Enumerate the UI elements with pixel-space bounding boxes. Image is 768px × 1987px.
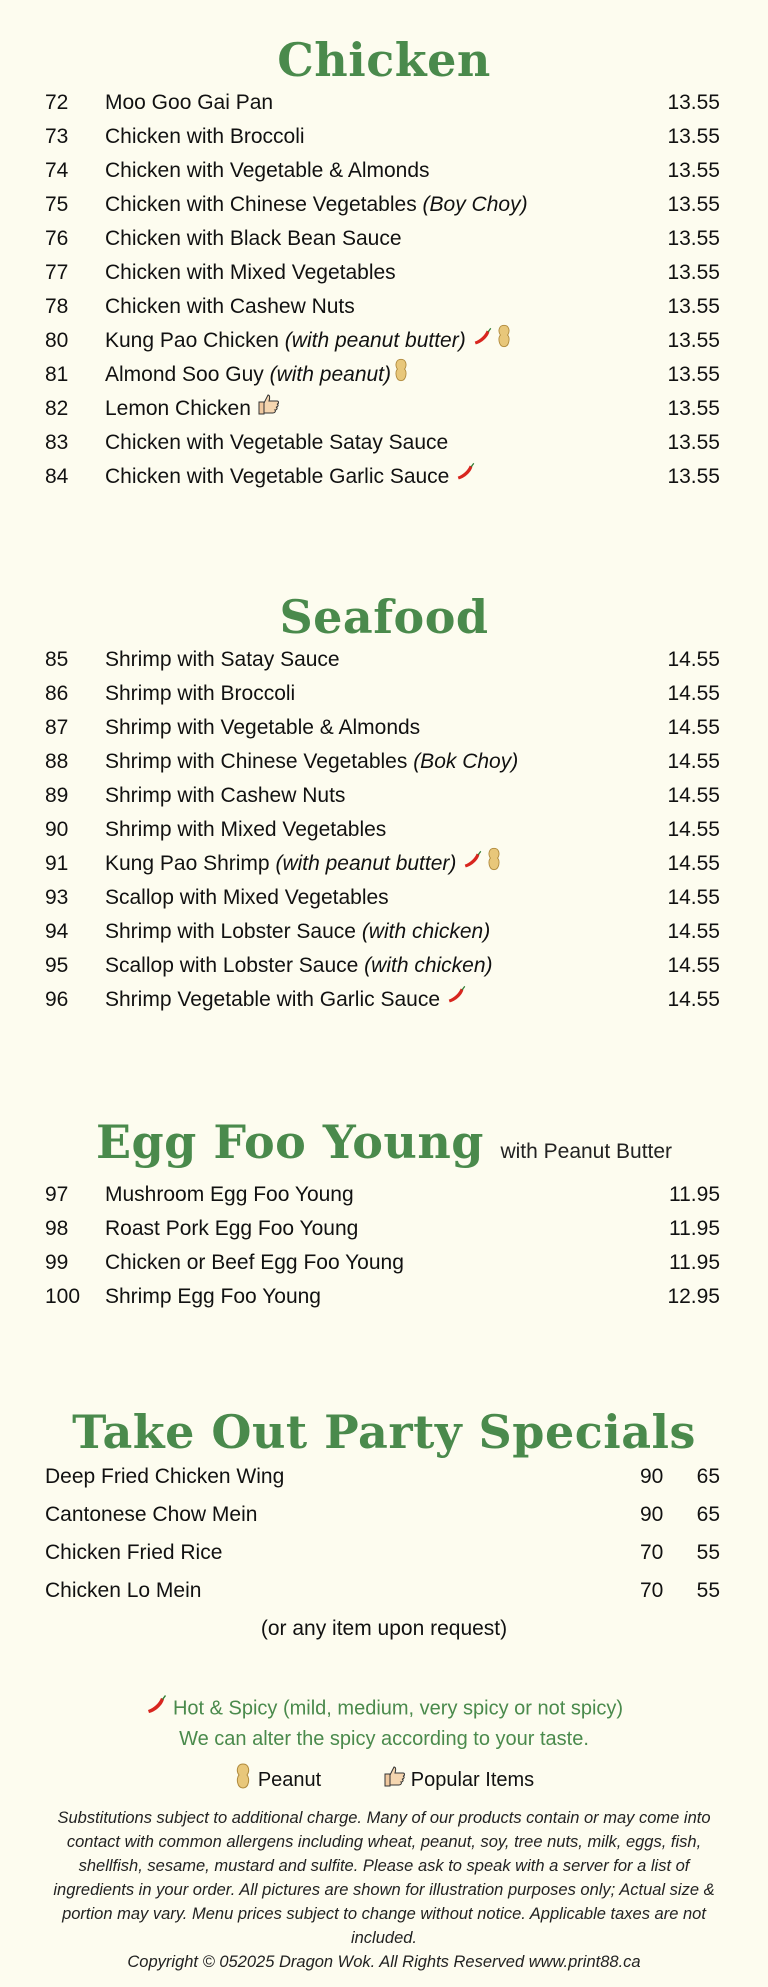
chili-icon <box>455 460 477 494</box>
peanut-icon <box>234 1763 252 1798</box>
item-name-wrap <box>105 983 468 1017</box>
item-name-wrap <box>105 1246 404 1280</box>
peanut-icon <box>393 358 409 393</box>
menu-item <box>0 677 768 711</box>
item-name: Shrimp with Mixed Vegetables <box>105 818 387 841</box>
item-price: 14.55 <box>667 716 720 739</box>
section-title: Chicken <box>277 33 491 87</box>
thumbs-up-icon <box>257 392 281 427</box>
party-item <box>0 1534 768 1572</box>
menu-item <box>0 1246 768 1280</box>
party-item <box>0 1572 768 1610</box>
item-price: 14.55 <box>667 682 720 705</box>
menu-item <box>0 256 768 290</box>
menu-item <box>0 643 768 677</box>
item-name: Shrimp Egg Foo Young <box>105 1285 321 1308</box>
item-name-wrap <box>105 324 512 359</box>
item-name-wrap <box>105 86 273 120</box>
chili-icon <box>472 325 494 359</box>
item-name-wrap <box>105 188 528 222</box>
item-name: Chicken with Chinese Vegetables <box>105 193 417 216</box>
item-number: 88 <box>45 750 69 773</box>
item-name: Shrimp Vegetable with Garlic Sauce <box>105 988 441 1011</box>
section-title: Take Out Party Specials <box>72 1405 696 1459</box>
item-number: 80 <box>45 329 69 352</box>
item-price: 14.55 <box>667 648 720 671</box>
party-item <box>0 1458 768 1496</box>
menu-item <box>0 779 768 813</box>
copyright: Copyright © 052025 Dragon Wok. All Rights Reserved www.print88.ca <box>127 1953 641 1971</box>
alter-line: We can alter the spicy according to your taste. <box>179 1728 589 1750</box>
peanut-key <box>234 1769 327 1791</box>
menu-item <box>0 290 768 324</box>
item-number: 78 <box>45 295 69 318</box>
party-price-small: 65 <box>696 1465 720 1488</box>
legend <box>0 1693 768 1974</box>
item-name-wrap <box>105 813 386 847</box>
item-note: (with peanut) <box>269 363 392 387</box>
item-number: 89 <box>45 784 69 807</box>
item-price: 12.95 <box>667 1285 720 1308</box>
menu-item <box>0 460 768 494</box>
menu-item <box>0 154 768 188</box>
item-name-wrap <box>105 847 502 882</box>
item-name: Roast Pork Egg Foo Young <box>105 1217 359 1240</box>
party-item-name: Deep Fried Chicken Wing <box>45 1465 285 1488</box>
item-name-wrap <box>105 120 305 154</box>
item-number: 81 <box>45 363 69 386</box>
item-number: 87 <box>45 716 69 739</box>
item-name-wrap <box>105 915 490 949</box>
item-name-wrap <box>105 745 518 779</box>
item-name-wrap <box>105 1178 354 1212</box>
item-name: Chicken with Black Bean Sauce <box>105 227 402 250</box>
chili-icon <box>462 848 484 882</box>
item-name-wrap <box>105 392 281 427</box>
item-number: 96 <box>45 988 69 1011</box>
item-price: 13.55 <box>667 125 720 148</box>
peanut-icon <box>496 324 512 359</box>
item-price: 11.95 <box>669 1183 720 1206</box>
menu-item <box>0 426 768 460</box>
item-name-wrap <box>105 460 477 494</box>
item-price: 13.55 <box>667 295 720 318</box>
party-price-large: 70 <box>640 1541 664 1564</box>
party-item <box>0 1496 768 1534</box>
item-name: Shrimp with Cashew Nuts <box>105 784 346 807</box>
item-name: Kung Pao Chicken <box>105 329 279 353</box>
item-name: Almond Soo Guy <box>105 363 264 387</box>
item-number: 98 <box>45 1217 69 1240</box>
item-price: 14.55 <box>667 818 720 841</box>
item-name: Moo Goo Gai Pan <box>105 91 274 114</box>
item-number: 90 <box>45 818 69 841</box>
item-name-wrap <box>105 779 345 813</box>
menu-item <box>0 1280 768 1314</box>
party-specials-section <box>0 1404 768 1646</box>
chicken-section <box>0 32 768 494</box>
item-price: 13.55 <box>667 397 720 420</box>
item-name: Chicken with Broccoli <box>105 125 305 148</box>
item-name-wrap <box>105 1280 321 1314</box>
peanut-label: Peanut <box>257 1768 322 1791</box>
item-name-wrap <box>105 222 402 256</box>
popular-label: Popular Items <box>410 1768 535 1791</box>
chili-icon <box>145 1693 169 1725</box>
menu-item <box>0 881 768 915</box>
spicy-legend <box>0 1693 768 1725</box>
item-number: 82 <box>45 397 69 420</box>
item-note: (with chicken) <box>361 920 491 943</box>
item-price: 13.55 <box>667 431 720 454</box>
item-name: Mushroom Egg Foo Young <box>105 1183 354 1206</box>
spicy-line: Hot & Spicy (mild, medium, very spicy or not spicy) <box>172 1697 624 1720</box>
item-price: 13.55 <box>667 91 720 114</box>
item-number: 76 <box>45 227 69 250</box>
menu-item <box>0 1212 768 1246</box>
item-note: (with peanut butter) <box>275 852 457 876</box>
item-name: Chicken with Vegetable Garlic Sauce <box>105 465 450 488</box>
section-subtitle: with Peanut Butter <box>500 1140 673 1163</box>
section-title <box>0 1114 768 1180</box>
party-item-name: Chicken Lo Mein <box>45 1579 202 1602</box>
item-number: 85 <box>45 648 69 671</box>
menu-item <box>0 358 768 392</box>
chili-icon <box>446 983 468 1017</box>
item-name-wrap <box>105 426 448 460</box>
item-number: 83 <box>45 431 69 454</box>
menu-item <box>0 1178 768 1212</box>
menu-item <box>0 915 768 949</box>
section-title: Seafood <box>279 590 489 644</box>
party-price-large: 90 <box>640 1465 664 1488</box>
item-number: 97 <box>45 1183 69 1206</box>
item-number: 73 <box>45 125 69 148</box>
item-number: 91 <box>45 852 69 875</box>
item-name: Shrimp with Chinese Vegetables <box>105 750 408 773</box>
item-price: 13.55 <box>667 261 720 284</box>
menu-item <box>0 222 768 256</box>
item-price: 14.55 <box>667 886 720 909</box>
menu-item <box>0 847 768 881</box>
item-name: Chicken or Beef Egg Foo Young <box>105 1251 404 1274</box>
thumbs-up-icon <box>383 1764 407 1797</box>
item-price: 13.55 <box>667 465 720 488</box>
party-item-name: Cantonese Chow Mein <box>45 1503 258 1526</box>
menu-item <box>0 711 768 745</box>
peanut-icon <box>486 847 502 882</box>
request-note: (or any item upon request) <box>260 1617 508 1640</box>
item-note: (Boy Choy) <box>422 193 528 216</box>
item-number: 93 <box>45 886 69 909</box>
party-price-small: 55 <box>696 1541 720 1564</box>
party-price-small: 65 <box>696 1503 720 1526</box>
party-item-name: Chicken Fried Rice <box>45 1541 223 1564</box>
menu-item <box>0 392 768 426</box>
section-title-text: Egg Foo Young <box>95 1115 484 1169</box>
item-name-wrap <box>105 711 420 745</box>
item-price: 14.55 <box>667 920 720 943</box>
item-number: 86 <box>45 682 69 705</box>
seafood-section <box>0 589 768 1017</box>
item-name-wrap <box>105 949 493 983</box>
item-price: 14.55 <box>667 988 720 1011</box>
menu-item <box>0 813 768 847</box>
item-number: 75 <box>45 193 69 216</box>
item-price: 13.55 <box>667 363 720 386</box>
item-number: 84 <box>45 465 69 488</box>
item-name-wrap <box>105 154 430 188</box>
item-price: 14.55 <box>667 954 720 977</box>
item-number: 74 <box>45 159 69 182</box>
item-name-wrap <box>105 881 389 915</box>
item-name: Chicken with Cashew Nuts <box>105 295 355 318</box>
item-number: 100 <box>45 1285 81 1308</box>
menu-item <box>0 983 768 1017</box>
menu-item <box>0 745 768 779</box>
item-name: Kung Pao Shrimp <box>105 852 270 876</box>
item-number: 77 <box>45 261 69 284</box>
menu-item <box>0 949 768 983</box>
item-price: 11.95 <box>669 1217 720 1240</box>
item-name: Chicken with Vegetable Satay Sauce <box>105 431 449 454</box>
menu-item <box>0 120 768 154</box>
item-number: 95 <box>45 954 69 977</box>
item-number: 72 <box>45 91 69 114</box>
item-name-wrap <box>105 677 295 711</box>
item-number: 94 <box>45 920 69 943</box>
item-name-wrap <box>105 358 409 393</box>
party-price-large: 90 <box>640 1503 664 1526</box>
item-name: Chicken with Mixed Vegetables <box>105 261 396 284</box>
item-name: Scallop with Mixed Vegetables <box>105 886 389 909</box>
item-price: 14.55 <box>667 750 720 773</box>
item-name: Chicken with Vegetable & Almonds <box>105 159 430 182</box>
popular-key <box>383 1769 534 1791</box>
item-name: Shrimp with Vegetable & Almonds <box>105 716 421 739</box>
item-number: 99 <box>45 1251 69 1274</box>
menu-item <box>0 188 768 222</box>
menu-item <box>0 324 768 358</box>
item-name: Lemon Chicken <box>105 397 251 421</box>
item-name: Scallop with Lobster Sauce <box>105 954 359 977</box>
item-name: Shrimp with Satay Sauce <box>105 648 340 671</box>
item-note: (Bok Choy) <box>413 750 519 773</box>
icon-key <box>0 1763 768 1798</box>
item-note: (with peanut butter) <box>284 329 466 353</box>
item-name-wrap <box>105 256 396 290</box>
item-price: 13.55 <box>667 159 720 182</box>
item-name: Shrimp with Lobster Sauce <box>105 920 356 943</box>
party-price-large: 70 <box>640 1579 664 1602</box>
party-price-small: 55 <box>696 1579 720 1602</box>
item-name-wrap <box>105 1212 358 1246</box>
item-name: Shrimp with Broccoli <box>105 682 296 705</box>
egg-foo-young-section <box>0 1114 768 1314</box>
item-price: 13.55 <box>667 329 720 352</box>
item-price: 14.55 <box>667 784 720 807</box>
item-price: 14.55 <box>667 852 720 875</box>
item-note: (with chicken) <box>364 954 493 977</box>
item-price: 11.95 <box>669 1251 720 1274</box>
item-price: 13.55 <box>667 227 720 250</box>
item-price: 13.55 <box>667 193 720 216</box>
item-name-wrap <box>105 290 355 324</box>
item-name-wrap <box>105 643 340 677</box>
disclaimer: Substitutions subject to additional charge. Many of our products contain or may come into contact with common allergens including wheat, peanut, soy, tree nuts, milk, eggs, fish, shellfish, sesame, mustard and sulfite. Please ask to speak with a server for a list of ingredients in your order. All pictures are shown for illustration purposes only; Actual size & portion may vary. Menu prices subject to change without notice. Applicable taxes are not included. <box>53 1809 715 1947</box>
menu-item <box>0 86 768 120</box>
